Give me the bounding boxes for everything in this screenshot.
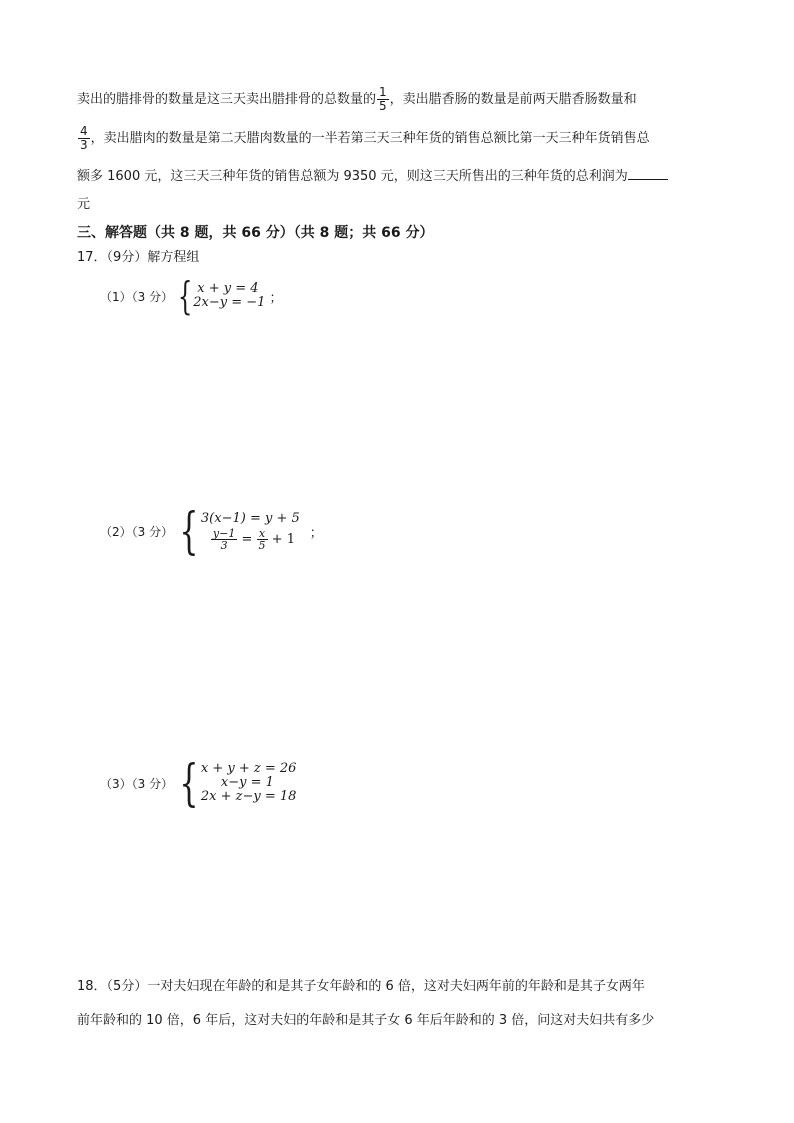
q17-header: 17．（9分）解方程组 [77,250,200,265]
problem16-line4-text: 元 [77,197,91,212]
q17-part1 [100,274,283,318]
q17-part3 [100,754,297,812]
fraction-one-fifth: $\frac{1}{5}$ [379,85,387,113]
q17-part2-label: （2）（3 分） [100,524,174,539]
q17-part1-eq1: x + y = 4 [197,281,259,296]
q17-part3-eq3: 2x + z−y = 18 [200,789,297,804]
problem16-line2-text: ，卖出腊肉的数量是第二天腊肉数量的一半若第三天三种年货的销售总额比第一天三种年货销售总 [90,131,650,146]
fraction-y-minus-1-over-3: $\frac{y-1}{3}$ [212,526,236,552]
fraction-x-over-5: $\frac{x}{5}$ [258,526,266,552]
q17-part1-label: （1）（3 分） [100,289,174,304]
q18-line1: 18．（5分）一对夫妇现在年龄的和是其子女年龄和的 6 倍，这对夫妇两年前的年龄和是其子女两年 [77,979,645,994]
problem16-line3-text: 额多 1600 元，这三天三种年货的销售总额为 9350 元，则这三天所售出的三种年货的总利润为 [77,169,628,184]
problem16-line1-text-b: ，卖出腊香肠的数量是前两天腊香肠数量和 [389,92,637,107]
q17-part2-eq1: 3(x−1) = y + 5 [200,510,300,526]
q17-part1-system [193,282,265,310]
problem16-line1 [77,86,637,113]
q17-part2-eq2: $\frac{y-1}{3}$ = $\frac{x}{5}$ + 1 [212,526,295,552]
left-brace-icon: { [179,502,199,560]
problem16-line1-text-a: 卖出的腊排骨的数量是这三天卖出腊排骨的总数量的 [77,92,377,107]
q17-part1-end: ； [269,290,283,306]
fraction-four-thirds: $\frac{4}{3}$ [80,124,88,152]
problem16-line2 [77,125,650,152]
q17-part2 [100,502,323,560]
q17-part3-system [201,762,297,804]
q17-part1-eq2: 2x−y = −1 [193,295,266,310]
answer-blank[interactable] [628,166,668,180]
left-brace-icon: { [179,754,199,812]
left-brace-icon: { [177,274,193,318]
q17-part3-eq2: x−y = 1 [220,775,274,790]
q17-part2-end: ； [309,525,323,541]
q17-part2-system [201,512,300,551]
problem16-line3 [77,166,668,185]
q18-line2: 前年龄和的 10 倍，6 年后，这对夫妇的年龄和是其子女 6 年后年龄和的 3 倍，问这对夫妇共有多少 [77,1013,655,1028]
q17-part3-eq1: x + y + z = 26 [200,761,297,776]
problem16-line4 [77,197,90,213]
section-3-title: 三、解答题（共 8 题，共 66 分）（共 8 题；共 66 分） [77,225,434,241]
q17-part3-label: （3）（3 分） [100,776,174,791]
